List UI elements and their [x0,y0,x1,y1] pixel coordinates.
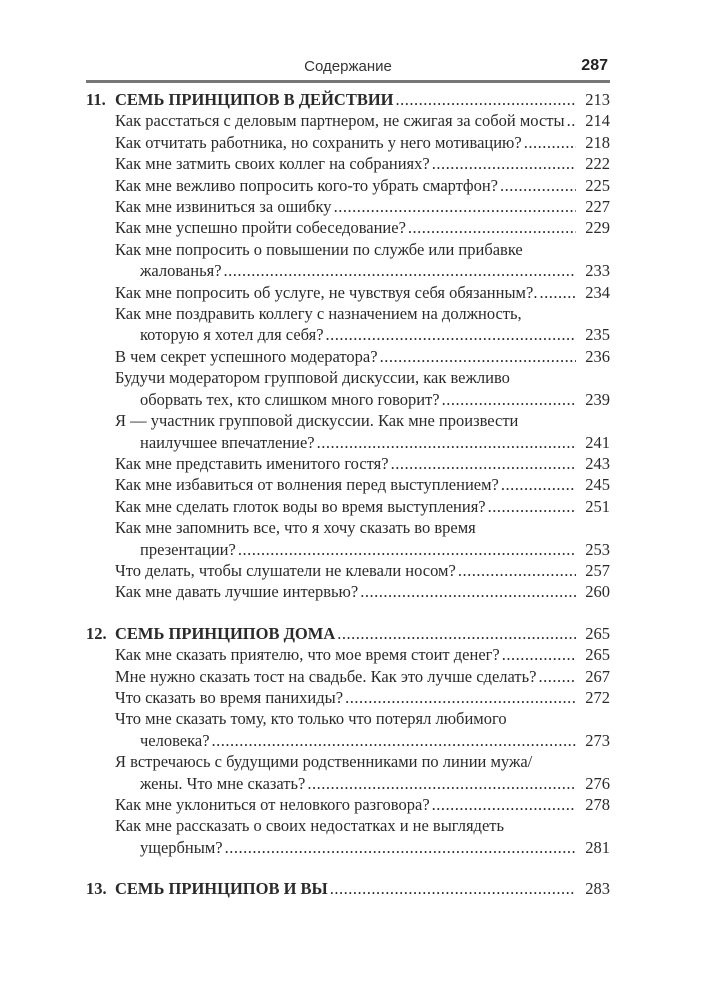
entry-page: 222 [585,154,610,174]
dot-leader [442,389,576,410]
dot-leader [488,496,576,517]
entry-line [86,474,610,495]
dot-leader [458,560,576,581]
dot-leader [345,687,576,708]
entry-title: Что мне сказать тому, кто только что потерял любимого [115,709,507,729]
toc-entry[interactable] [86,453,610,474]
entry-title: Как мне сделать глоток воды во время выступления? [115,496,486,516]
dot-leader [567,110,576,131]
entry-line [86,517,610,538]
entry-line [86,581,610,602]
entry-line [86,132,610,153]
toc-entry[interactable] [86,560,610,581]
header-title: Содержание [304,58,392,75]
dot-leader [326,324,576,345]
toc-entry[interactable] [86,644,610,665]
entry-title: Как мне избавиться от волнения перед выступлением? [115,475,499,495]
entry-title: Как мне извиниться за ошибку [115,197,332,217]
entry-page: 243 [585,453,610,473]
entry-page: 273 [585,730,610,750]
entry-line [86,346,610,367]
dot-leader [539,282,576,303]
toc-entry[interactable] [86,282,610,303]
entry-title: Как мне поздравить коллегу с назначением на должность, [115,304,522,324]
chapter-page: 213 [585,90,610,109]
dot-leader [524,132,576,153]
entry-line [86,815,610,836]
toc-entry[interactable] [86,474,610,495]
entry-page: 251 [585,496,610,516]
dot-leader [225,837,576,858]
dot-leader [500,175,576,196]
entry-title: Как мне уклониться от неловкого разговора? [115,795,430,814]
running-header [86,57,610,77]
entry-page: 235 [585,325,610,345]
entry-page: 253 [585,539,610,559]
entry-line [86,708,610,729]
toc-entry[interactable] [86,175,610,196]
entry-page: 233 [585,261,610,281]
chapter-title: СЕМЬ ПРИНЦИПОВ В ДЕЙСТВИИ [115,90,394,109]
chapter-heading[interactable] [86,878,610,899]
entry-line [86,110,610,131]
entry-page: 260 [585,582,610,602]
chapter-number: 13. [86,879,107,899]
toc-entry[interactable] [86,410,610,453]
dot-leader [432,794,576,815]
chapter-number: 11. [86,90,106,109]
entry-page: 278 [585,795,610,814]
entry-line [86,324,610,345]
entry-title: ущербным? [140,837,223,857]
toc-entry[interactable] [86,217,610,238]
entry-title: презентации? [140,539,236,559]
toc-entry[interactable] [86,581,610,602]
entry-title: Как отчитать работника, но сохранить у него мотивацию? [115,132,522,152]
dot-leader [337,623,576,644]
toc-entry[interactable] [86,110,610,131]
entry-title: В чем секрет успешного модератора? [115,346,378,366]
dot-leader [238,539,576,560]
dot-leader [501,474,576,495]
entry-line [86,239,610,260]
entry-title: которую я хотел для себя? [140,325,324,345]
dot-leader [391,453,576,474]
toc-entry[interactable] [86,346,610,367]
entry-line [86,175,610,196]
dot-leader [224,260,576,281]
entry-page: 276 [585,773,610,793]
entry-title: Как мне сказать приятелю, что мое время стоит денег? [115,645,500,665]
chapter-page: 283 [585,879,610,899]
dot-leader [502,644,576,665]
entry-title: Как мне попросить об услуге, не чувствуя себя обязанным?. [115,282,538,302]
toc-entry[interactable] [86,367,610,410]
header-rule [86,80,610,83]
entry-line [86,260,610,281]
dot-leader [212,730,576,751]
chapter-page: 265 [585,623,610,643]
toc-entry[interactable] [86,751,610,794]
entry-title: Как мне вежливо попросить кого-то убрать смартфон? [115,175,498,195]
entry-line [86,367,610,388]
toc-entry[interactable] [86,153,610,174]
chapter-title: СЕМЬ ПРИНЦИПОВ И ВЫ [115,879,328,899]
toc-entry[interactable] [86,794,610,815]
entry-line [86,196,610,217]
entry-page: 257 [585,560,610,580]
toc-entry[interactable] [86,132,610,153]
entry-page: 234 [585,282,610,302]
entry-line [86,837,610,858]
entry-title: Что делать, чтобы слушатели не клевали носом? [115,560,456,580]
entry-title: Будучи модератором групповой дискуссии, как вежливо [115,368,510,388]
entry-page: 225 [585,175,610,195]
entry-line [86,432,610,453]
entry-title: Как мне давать лучшие интервью? [115,582,359,602]
entry-title: Я встречаюсь с будущими родственниками по линии мужа/ [115,752,533,772]
entry-title: оборвать тех, кто слишком много говорит? [140,389,440,409]
entry-line [86,282,610,303]
entry-title: Мне нужно сказать тост на свадьбе. Как это лучше сделать? [115,666,537,686]
entry-page: 218 [585,132,610,152]
entry-line [86,153,610,174]
toc-entry[interactable] [86,239,610,282]
chapter-heading[interactable] [86,623,610,644]
entry-page: 239 [585,389,610,409]
entry-title: жалованья? [140,261,222,281]
chapter-heading[interactable] [86,89,610,110]
chapter-number: 12. [86,623,107,643]
entry-page: 236 [585,346,610,366]
entry-page: 281 [585,837,610,857]
entry-title: наилучшее впечатление? [140,432,315,452]
chapter-title: СЕМЬ ПРИНЦИПОВ ДОМА [115,623,336,643]
entry-title: Что сказать во время панихиды? [115,687,344,707]
entry-line [86,644,610,665]
toc-entry[interactable] [86,303,610,346]
entry-line [86,496,610,517]
toc-entry[interactable] [86,687,610,708]
entry-title: Как мне успешно пройти собеседование? [115,218,406,238]
entry-page: 265 [585,645,610,665]
entry-title: Как мне попросить о повышении по службе или прибавке [115,239,523,259]
entry-line [86,539,610,560]
toc-entry[interactable] [86,815,610,858]
entry-line [86,217,610,238]
entry-line [86,453,610,474]
entry-title: Как мне запомнить все, что я хочу сказать во время [115,518,476,538]
entry-line [86,560,610,581]
entry-title: Я — участник групповой дискуссии. Как мне произвести [115,411,519,431]
dot-leader [307,773,576,794]
dot-leader [317,432,576,453]
entry-page: 227 [585,197,610,217]
entry-title: человека? [140,730,210,750]
entry-line [86,666,610,687]
dot-leader [334,196,576,217]
entry-page: 267 [585,666,610,686]
toc-entry[interactable] [86,708,610,751]
entry-title: жены. Что мне сказать? [140,773,306,793]
entry-page: 229 [585,218,610,238]
entry-page: 245 [585,475,610,495]
toc-entry[interactable] [86,196,610,217]
entry-line [86,687,610,708]
entry-line [86,751,610,772]
entry-line [86,794,610,815]
header-page-number: 287 [581,57,608,74]
entry-page: 272 [585,687,610,707]
dot-leader [360,581,576,602]
dot-leader [538,666,576,687]
entry-line [86,303,610,324]
entry-line [86,410,610,431]
entry-title: Как расстаться с деловым партнером, не сжигая за собой мосты [115,111,565,131]
dot-leader [408,217,576,238]
entry-title: Как мне представить именитого гостя? [115,453,389,473]
toc-chapter-11 [86,89,610,603]
entry-title: Как мне рассказать о своих недостатках и не выглядеть [115,816,505,836]
toc-entry[interactable] [86,496,610,517]
entry-line [86,730,610,751]
entry-title: Как мне затмить своих коллег на собраниях? [115,154,430,174]
dot-leader [330,878,576,899]
entry-line [86,773,610,794]
toc-entry[interactable] [86,666,610,687]
entry-page: 214 [585,111,610,131]
dot-leader [432,153,576,174]
entry-page: 241 [585,432,610,452]
toc-chapter-12 [86,623,610,858]
toc-chapter-13 [86,878,610,899]
dot-leader [396,89,577,110]
entry-line [86,389,610,410]
dot-leader [380,346,576,367]
table-of-contents [86,89,610,920]
toc-entry[interactable] [86,517,610,560]
